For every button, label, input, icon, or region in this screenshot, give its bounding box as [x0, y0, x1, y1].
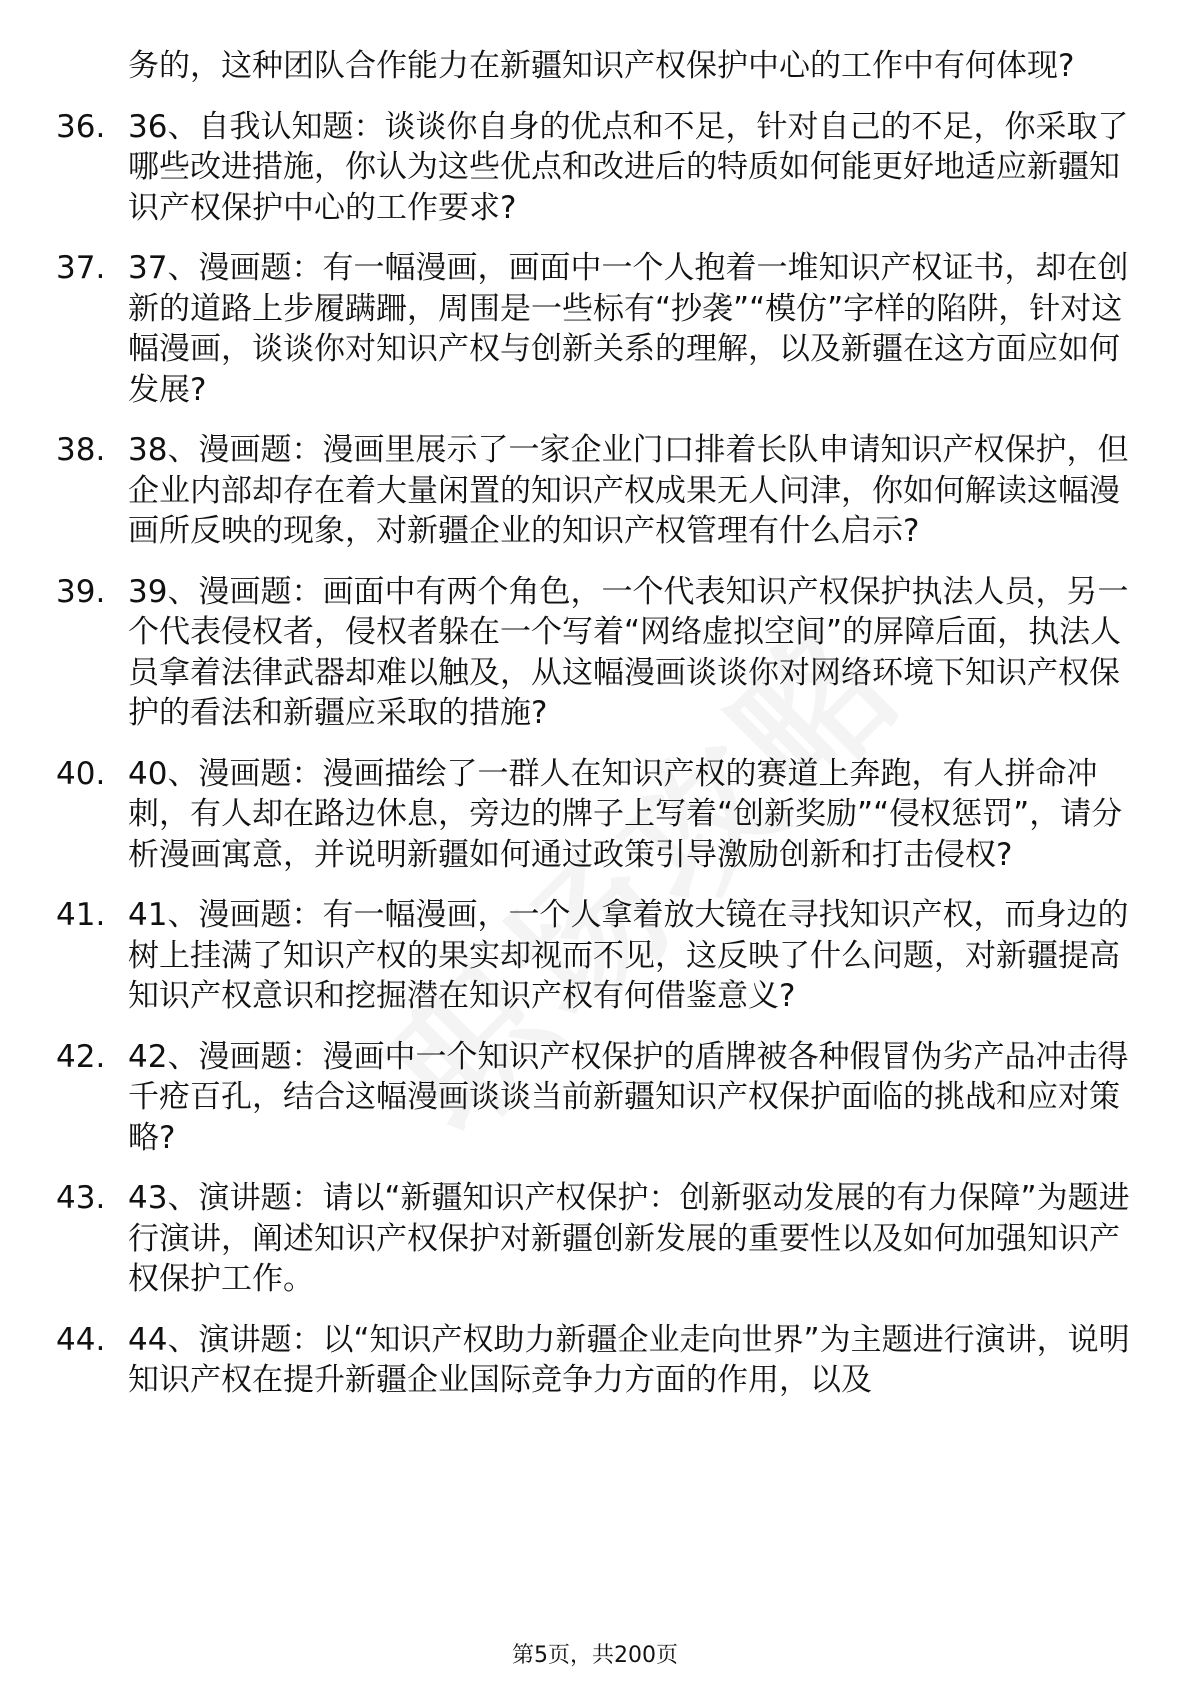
list-item	[0, 895, 1190, 1017]
list-item	[0, 1037, 1190, 1159]
item-number: 40.	[56, 755, 106, 792]
item-text: 40、漫画题：漫画描绘了一群人在知识产权的赛道上奔跑，有人拼命冲刺，有人却在路边休息，旁边的牌子上写着“创新奖励”“侵权惩罚”，请分析漫画寓意，并说明新疆如何通过政策引导激励创新和打击侵权?	[128, 755, 1123, 873]
list-item	[0, 248, 1190, 410]
item-number: 38.	[56, 432, 106, 468]
item-number: 43.	[56, 1180, 106, 1216]
item-number: 42.	[56, 1038, 106, 1075]
item-text: 38、漫画题：漫画里展示了一家企业门口排着长队申请知识产权保护，但企业内部却存在着大量闲置的知识产权成果无人问津，你如何解读这幅漫画所反映的现象，对新疆企业的知识产权管理有什么启示?	[128, 432, 1129, 549]
item-text: 36、自我认知题：谈谈你自身的优点和不足，针对自己的不足，你采取了哪些改进措施，你认为这些优点和改进后的特质如何能更好地适应新疆知识产权保护中心的工作要求?	[128, 108, 1129, 226]
item-text: 41、漫画题：有一幅漫画，一个人拿着放大镜在寻找知识产权，而身边的树上挂满了知识产权的果实却视而不见，这反映了什么问题，对新疆提高知识产权意识和挖掘潜在知识产权有何借鉴意义?	[128, 897, 1129, 1014]
list-item	[0, 754, 1190, 876]
list-item	[0, 572, 1190, 734]
item-text: 42、漫画题：漫画中一个知识产权保护的盾牌被各种假冒伪劣产品冲击得千疮百孔，结合这幅漫画谈谈当前新疆知识产权保护面临的挑战和应对策略?	[128, 1038, 1129, 1156]
item-text: 37、漫画题：有一幅漫画，画面中一个人抱着一堆知识产权证书，却在创新的道路上步履蹒跚，周围是一些标有“抄袭”“模仿”字样的陷阱，针对这幅漫画，谈谈你对知识产权与创新关系的理解，以及新疆在这方面应如何发展?	[128, 250, 1129, 408]
list-item	[0, 107, 1190, 229]
item-number: 41.	[56, 897, 106, 933]
question-list	[0, 46, 1190, 1421]
page-number: 第5页，共200页	[512, 1643, 678, 1668]
item-number: 39.	[56, 573, 106, 610]
item-number: 44.	[56, 1321, 106, 1358]
item-text: 43、演讲题：请以“新疆知识产权保护：创新驱动发展的有力保障”为题进行演讲，阐述知识产权保护对新疆创新发展的重要性以及如何加强知识产权保护工作。	[128, 1180, 1130, 1297]
item-number: 37.	[56, 250, 106, 286]
continuation-paragraph	[0, 46, 1190, 87]
list-item	[0, 1178, 1190, 1300]
list-item	[0, 1320, 1190, 1401]
item-text: 44、演讲题：以“知识产权助力新疆企业走向世界”为主题进行演讲，说明知识产权在提升新疆企业国际竞争力方面的作用，以及	[128, 1321, 1130, 1398]
item-number: 36.	[56, 108, 106, 145]
continuation-text: 务的，这种团队合作能力在新疆知识产权保护中心的工作中有何体现?	[128, 48, 1075, 84]
item-text: 39、漫画题：画面中有两个角色，一个代表知识产权保护执法人员，另一个代表侵权者，侵权者躲在一个写着“网络虚拟空间”的屏障后面，执法人员拿着法律武器却难以触及，从这幅漫画谈谈你对网络环境下知识产权保护的看法和新疆应采取的措施?	[128, 573, 1129, 731]
list-item	[0, 430, 1190, 552]
